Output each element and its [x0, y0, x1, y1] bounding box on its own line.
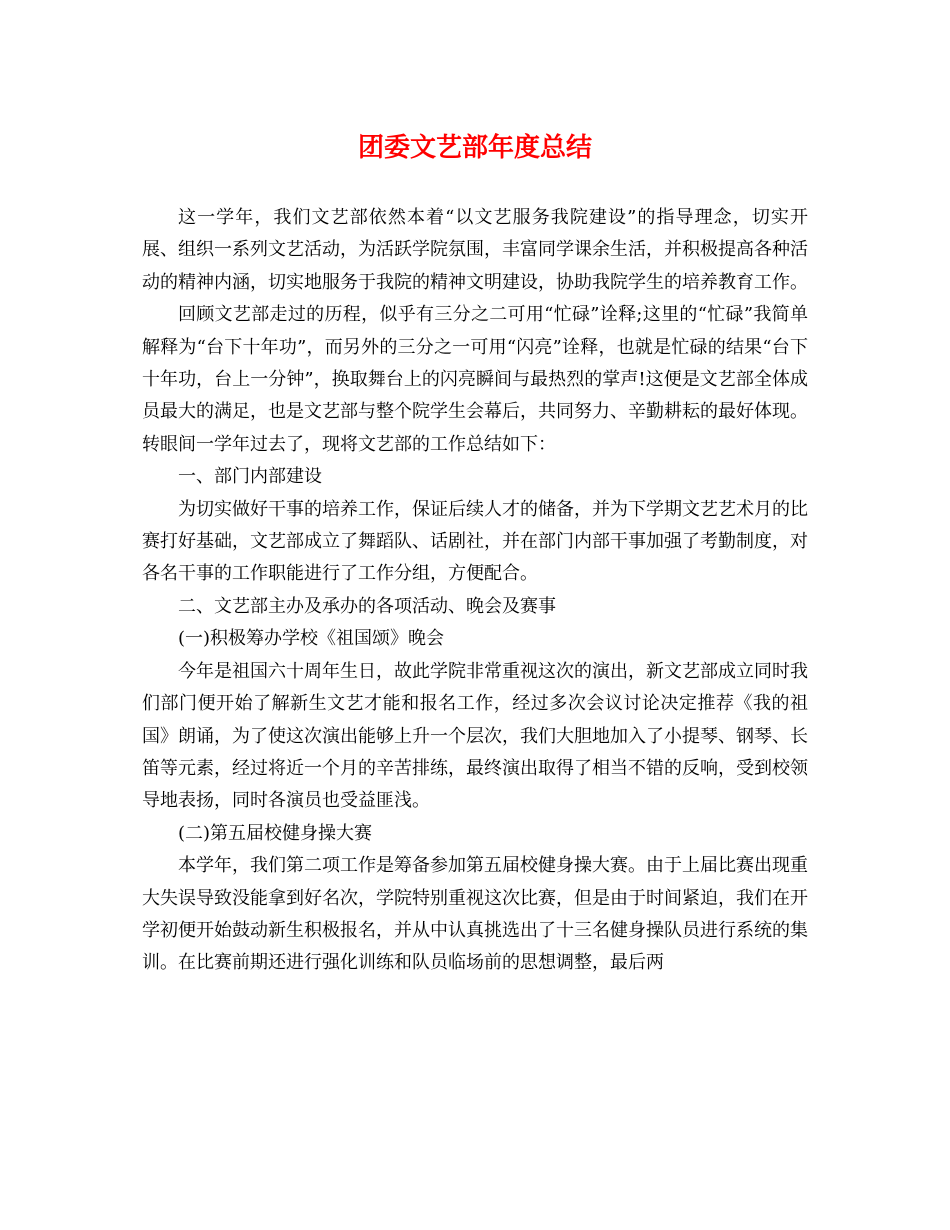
- subsection-heading-gala: (一)积极筹办学校《祖国颂》晚会: [178, 628, 445, 650]
- internal-paragraph: 为切实做好干事的培养工作，保证后续人才的储备，并为下学期文艺艺术月的比赛打好基础，文艺部成立了舞蹈队、话剧社，并在部门内部干事加强了考勤制度，对各名干事的工作职能进行了工作分组，方便配合。: [142, 498, 808, 585]
- aerobics-paragraph: 本学年，我们第二项工作是筹备参加第五届校健身操大赛。由于上届比赛出现重大失误导致没能拿到好名次，学院特别重视这次比赛，但是由于时间紧迫，我们在开学初便开始鼓动新生积极报名，并从中认真挑选出了十三名健身操队员进行系统的集训。在比赛前期还进行强化训练和队员临场前的思想调整，最后两: [142, 855, 808, 974]
- document-title: 团委文艺部年度总结: [357, 133, 592, 163]
- section-heading-internal: 一、部门内部建设: [178, 466, 322, 488]
- review-paragraph: 回顾文艺部走过的历程，似乎有三分之二可用“忙碌”诠释;这里的“忙碌”我简单解释为“台下十年功”，而另外的三分之一可用“闪亮”诠释，也就是忙碌的结果“台下十年功，台上一分钟”，换取舞台上的闪亮瞬间与最热烈的掌声!这便是文艺部全体成员最大的满足，也是文艺部与整个院学生会幕后，共同努力、辛勤耕耘的最好体现。转眼间一学年过去了，现将文艺部的工作总结如下：: [142, 304, 808, 455]
- gala-paragraph: 今年是祖国六十周年生日，故此学院非常重视这次的演出，新文艺部成立同时我们部门便开始了解新生文艺才能和报名工作，经过多次会议讨论决定推荐《我的祖国》朗诵，为了使这次演出能够上升一个层次，我们大胆地加入了小提琴、钢琴、长笛等元素，经过将近一个月的辛苦排练，最终演出取得了相当不错的反响，受到校领导地表扬，同时各演员也受益匪浅。: [142, 660, 808, 812]
- document-body: [142, 202, 808, 980]
- subsection-heading-aerobics: (二)第五届校健身操大赛: [178, 822, 373, 844]
- intro-paragraph: 这一学年，我们文艺部依然本着“以文艺服务我院建设”的指导理念，切实开展、组织一系列文艺活动，为活跃学院氛围，丰富同学课余生活，并积极提高各种活动的精神内涵，切实地服务于我院的精神文明建设，协助我院学生的培养教育工作。: [142, 207, 808, 293]
- section-heading-activities: 二、文艺部主办及承办的各项活动、晚会及赛事: [178, 595, 556, 617]
